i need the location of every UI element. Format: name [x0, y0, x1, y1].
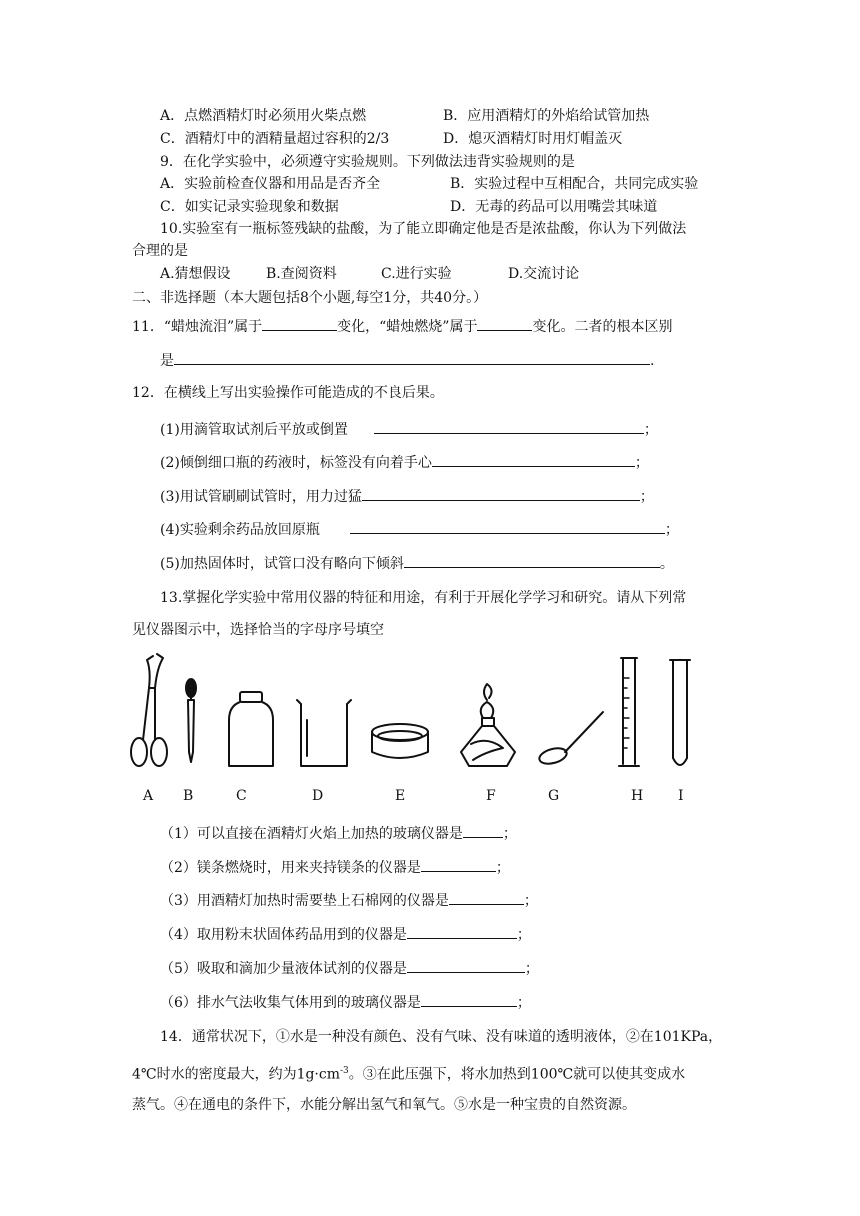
q10-stem-line2: 合理的是: [132, 243, 188, 259]
apparatus-label-e: E: [395, 788, 406, 804]
q10-option-d: D.交流讨论: [508, 266, 580, 282]
q13-item-6-end: ；: [516, 995, 531, 1011]
q13-item-6: [160, 992, 531, 1013]
crucible-tongs-icon: [131, 654, 167, 766]
apparatus-label-f: F: [486, 788, 496, 804]
q10-option-c: C.进行实验: [381, 266, 452, 282]
apparatus-illustration: [125, 648, 715, 778]
q8-option-c: C．酒精灯中的酒精量超过容积的2/3: [160, 131, 390, 147]
q13-item-6-blank[interactable]: [421, 992, 517, 1007]
q13-item-6-text: （6）排水气法收集气体用到的玻璃仪器是: [160, 995, 421, 1011]
q9-option-c: C．如实记录实验现象和数据: [160, 199, 339, 215]
q12-item-5-end: 。: [659, 556, 674, 572]
apparatus-label-a: A: [143, 788, 154, 804]
q11-line2: [160, 350, 654, 371]
test-tube-icon: [670, 660, 690, 765]
q14-line2-b: 。③在此压强下，将水加热到100℃就可以使其变成水: [348, 1066, 686, 1083]
q13-item-1: [160, 823, 517, 844]
apparatus-label-b: B: [183, 788, 194, 804]
q12-item-2-text: (2)倾倒细口瓶的药液时，标签没有向着手心: [160, 455, 432, 471]
q13-item-5-end: ；: [524, 961, 539, 977]
q10-stem-line1: 10.实验室有一瓶标签残缺的盐酸，为了能立即确定他是否是浓盐酸，你认为下列做法: [160, 221, 687, 237]
q12-item-1-text: (1)用滴管取试剂后平放或倒置: [160, 422, 348, 438]
q13-item-3-end: ；: [523, 893, 538, 909]
q12-item-5-text: (5)加热固体时，试管口没有略向下倾斜: [160, 556, 404, 572]
q11-part1: 11．“蜡烛流泪”属于: [132, 319, 263, 335]
evaporating-dish-icon: [372, 724, 428, 758]
apparatus-label-d: D: [312, 788, 324, 804]
q12-item-3-blank[interactable]: [362, 486, 640, 501]
q13-item-2: [160, 857, 510, 878]
q8-option-d: D．熄灭酒精灯时用灯帽盖灭: [443, 131, 623, 147]
q12-item-2-end: ；: [634, 455, 649, 471]
q12-item-1-blank[interactable]: [374, 419, 644, 434]
q12-item-5-blank[interactable]: [404, 553, 660, 568]
q10-option-b: B.查阅资料: [266, 266, 337, 282]
q13-item-5-blank[interactable]: [407, 958, 525, 973]
q13-item-3-blank[interactable]: [449, 890, 524, 905]
medicine-spoon-icon: [538, 712, 603, 766]
section-heading: 二、非选择题（本大题包括8个小题,每空1分，共40分。）: [132, 290, 488, 306]
q11-line1: [132, 316, 672, 337]
q13-item-4: [160, 924, 531, 945]
apparatus-label-h: H: [631, 788, 644, 804]
q10-option-a: A.猜想假设: [160, 266, 231, 282]
q11-part2: 变化，“蜡烛燃烧”属于: [337, 319, 478, 335]
wide-mouth-bottle-icon: [229, 692, 273, 766]
q9-stem: 9．在化学实验中，必须遵守实验规则。下列做法违背实验规则的是: [160, 154, 575, 170]
q13-stem-line1: 13.掌握化学实验中常用仪器的特征和用途，有利于开展化学学习和研究。请从下列常: [160, 590, 687, 606]
apparatus-label-i: I: [678, 788, 684, 804]
q11-blank-3[interactable]: [174, 350, 650, 365]
apparatus-label-g: G: [548, 788, 560, 804]
q11-part3: 变化。二者的根本区别: [532, 319, 673, 335]
q14-line2-a: 4℃时水的密度最大，约为1g·cm: [132, 1066, 341, 1083]
q11-blank-1[interactable]: [262, 316, 337, 331]
q13-item-5: [160, 958, 539, 979]
q13-item-2-end: ；: [495, 860, 510, 876]
q8-option-b: B．应用酒精灯的外焰给试管加热: [443, 108, 650, 124]
alcohol-lamp-icon: [461, 684, 515, 766]
q13-item-3-text: （3）用酒精灯加热时需要垫上石棉网的仪器是: [160, 893, 449, 909]
q12-item-2: [160, 452, 649, 473]
q13-item-4-end: ；: [516, 927, 531, 943]
q12-item-3: [160, 486, 654, 507]
q12-item-4-blank[interactable]: [350, 519, 665, 534]
q13-item-1-blank[interactable]: [463, 823, 503, 838]
q12-item-1-end: ；: [643, 422, 658, 438]
apparatus-label-c: C: [236, 788, 247, 804]
q12-item-3-end: ；: [639, 489, 654, 505]
q13-item-2-blank[interactable]: [421, 857, 496, 872]
q13-item-5-text: （5）吸取和滴加少量液体试剂的仪器是: [160, 961, 407, 977]
q12-item-3-text: (3)用试管刷刷试管时，用力过猛: [160, 489, 362, 505]
q11-part4: 是: [160, 353, 174, 369]
q13-item-2-text: （2）镁条燃烧时，用来夹持镁条的仪器是: [160, 860, 421, 876]
q11-blank-2[interactable]: [477, 316, 532, 331]
q14-line1: 14．通常状况下，①水是一种没有颜色、没有气味、没有味道的透明液体，②在101KPa，: [160, 1029, 723, 1045]
dropper-icon: [186, 679, 196, 762]
q12-item-5: [160, 553, 674, 574]
q14-line3: 蒸气。④在通电的条件下，水能分解出氢气和氧气。⑤水是一种宝贵的自然资源。: [132, 1097, 636, 1113]
q14-line2: [132, 1061, 685, 1085]
q9-option-a: A．实验前检查仪器和用品是否齐全: [160, 176, 381, 192]
q12-stem: 12．在横线上写出实验操作可能造成的不良后果。: [132, 385, 444, 401]
q12-item-4-end: ；: [664, 522, 679, 538]
q9-option-d: D．无毒的药品可以用嘴尝其味道: [450, 199, 658, 215]
q9-option-b: B．实验过程中互相配合，共同完成实验: [450, 176, 699, 192]
graduated-cylinder-icon: [619, 658, 639, 766]
q14-unit-exponent: -3: [340, 1066, 349, 1076]
q12-item-4: [160, 519, 679, 540]
q8-option-a: A．点燃酒精灯时必须用火柴点燃: [160, 108, 367, 124]
q12-item-2-blank[interactable]: [432, 452, 635, 467]
q13-item-1-end: ；: [502, 826, 517, 842]
q12-item-1: [160, 419, 658, 440]
q13-item-1-text: （1）可以直接在酒精灯火焰上加热的玻璃仪器是: [160, 826, 463, 842]
q13-stem-line2: 见仪器图示中，选择恰当的字母序号填空: [132, 622, 384, 638]
q13-item-4-blank[interactable]: [407, 924, 517, 939]
beaker-icon: [297, 700, 351, 766]
q11-end: .: [650, 353, 655, 369]
q13-item-3: [160, 890, 538, 911]
q13-item-4-text: （4）取用粉末状固体药品用到的仪器是: [160, 927, 407, 943]
q12-item-4-text: (4)实验剩余药品放回原瓶: [160, 522, 320, 538]
